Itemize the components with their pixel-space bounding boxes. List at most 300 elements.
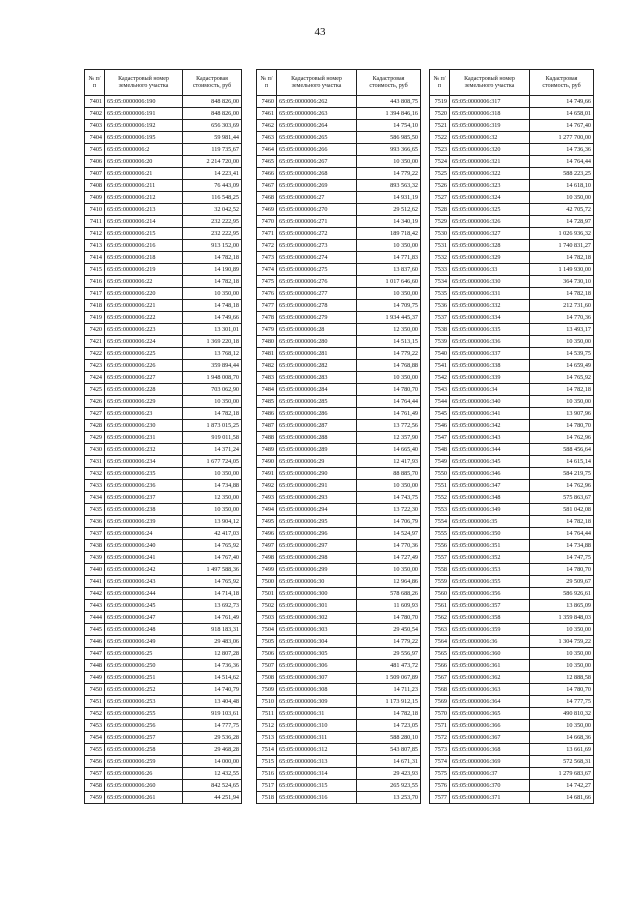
row-number: 7494 [257,504,277,516]
row-number: 7429 [85,432,105,444]
table-row [257,120,421,132]
cadastral-number: 65:05:0000006:324 [450,192,530,204]
cadastral-value: 2 214 720,00 [183,156,242,168]
row-number: 7403 [85,120,105,132]
cadastral-value: 10 350,00 [530,648,594,660]
cadastral-number: 65:05:0000006:322 [450,168,530,180]
cadastral-value: 848 826,00 [183,108,242,120]
row-number: 7432 [85,468,105,480]
table-row [257,564,421,576]
row-number: 7536 [430,300,450,312]
cadastral-value: 13 692,73 [183,600,242,612]
cadastral-value: 1 740 831,27 [530,240,594,252]
cadastral-number: 65:05:0000006:345 [450,456,530,468]
cadastral-number: 65:05:0000006:293 [277,492,357,504]
cadastral-number: 65:05:0000006:255 [105,708,183,720]
cadastral-number: 65:05:0000006:248 [105,624,183,636]
cadastral-number: 65:05:0000006:259 [105,756,183,768]
row-number: 7420 [85,324,105,336]
row-number: 7543 [430,384,450,396]
table-row [85,348,242,360]
cadastral-number: 65:05:0000006:276 [277,276,357,288]
cadastral-number: 65:05:0000006:358 [450,612,530,624]
row-number: 7576 [430,780,450,792]
cadastral-number: 65:05:0000006:256 [105,720,183,732]
row-number: 7552 [430,492,450,504]
cadastral-value: 14 665,40 [357,444,421,456]
cadastral-value: 14 782,18 [183,276,242,288]
cadastral-value: 584 219,75 [530,468,594,480]
cadastral-value: 232 222,95 [183,228,242,240]
cadastral-value: 656 303,69 [183,120,242,132]
cadastral-value: 14 714,18 [183,588,242,600]
cadastral-value: 14 782,18 [357,708,421,720]
row-number: 7497 [257,540,277,552]
cadastral-number: 65:05:0000006:30 [277,576,357,588]
table-row [430,240,594,252]
table-row [85,696,242,708]
table-row [257,636,421,648]
cadastral-value: 848 826,00 [183,96,242,108]
cadastral-number: 65:05:0000006:289 [277,444,357,456]
table-row [257,216,421,228]
row-number: 7464 [257,144,277,156]
table-row [430,696,594,708]
cadastral-value: 14 709,75 [357,300,421,312]
row-number: 7490 [257,456,277,468]
table-row [430,624,594,636]
table-row [85,420,242,432]
cadastral-value: 703 062,90 [183,384,242,396]
row-number: 7507 [257,660,277,672]
cadastral-value: 14 734,88 [530,540,594,552]
cadastral-value: 10 350,00 [357,288,421,300]
row-number: 7444 [85,612,105,624]
cadastral-value: 14 748,18 [183,300,242,312]
cadastral-value: 588 223,25 [530,168,594,180]
table-row [430,480,594,492]
table-row [430,384,594,396]
row-number: 7551 [430,480,450,492]
table-row [430,96,594,108]
table-row [85,480,242,492]
cadastral-value: 14 513,15 [357,336,421,348]
cadastral-number: 65:05:0000006:305 [277,648,357,660]
cadastral-value: 14 671,31 [357,756,421,768]
table-row [430,732,594,744]
row-number: 7511 [257,708,277,720]
table-row [257,468,421,480]
cadastral-value: 1 677 724,05 [183,456,242,468]
cadastral-value: 12 417,93 [357,456,421,468]
cadastral-value: 14 764,44 [357,396,421,408]
row-number: 7409 [85,192,105,204]
cadastral-number: 65:05:0000006:272 [277,228,357,240]
cadastral-number: 65:05:0000006:282 [277,360,357,372]
cadastral-number: 65:05:0000006:223 [105,324,183,336]
row-number: 7441 [85,576,105,588]
row-number: 7506 [257,648,277,660]
row-number: 7527 [430,192,450,204]
cadastral-number: 65:05:0000006:27 [277,192,357,204]
table-row [430,408,594,420]
table-row [85,792,242,804]
table-row [257,756,421,768]
cadastral-value: 29 509,67 [530,576,594,588]
row-number: 7568 [430,684,450,696]
row-number: 7515 [257,756,277,768]
cadastral-number: 65:05:0000006:362 [450,672,530,684]
header-cadastral-number: Кадастровый номер земельного участка [105,70,183,96]
cadastral-value: 918 183,31 [183,624,242,636]
row-number: 7427 [85,408,105,420]
cadastral-value: 572 568,31 [530,756,594,768]
cadastral-value: 14 340,19 [357,216,421,228]
table-row [85,216,242,228]
table-row [430,180,594,192]
cadastral-number: 65:05:0000006:192 [105,120,183,132]
cadastral-number: 65:05:0000006:338 [450,360,530,372]
cadastral-value: 14 765,92 [183,576,242,588]
cadastral-number: 65:05:0000006:257 [105,732,183,744]
table-row [257,648,421,660]
table-row [85,288,242,300]
cadastral-number: 65:05:0000006:334 [450,312,530,324]
cadastral-value: 14 782,18 [530,384,594,396]
cadastral-value: 12 350,00 [357,324,421,336]
cadastral-value: 29 450,54 [357,624,421,636]
cadastral-value: 1 359 848,03 [530,612,594,624]
cadastral-value: 119 735,67 [183,144,242,156]
cadastral-value: 14 780,70 [530,684,594,696]
row-number: 7566 [430,660,450,672]
row-number: 7410 [85,204,105,216]
row-number: 7560 [430,588,450,600]
row-number: 7451 [85,696,105,708]
cadastral-value: 10 350,00 [357,372,421,384]
cadastral-number: 65:05:0000006:265 [277,132,357,144]
row-number: 7466 [257,168,277,180]
cadastral-number: 65:05:0000006:308 [277,684,357,696]
row-number: 7565 [430,648,450,660]
cadastral-number: 65:05:0000006:318 [450,108,530,120]
row-number: 7453 [85,720,105,732]
table-row [85,132,242,144]
cadastral-value: 14 780,70 [530,564,594,576]
table-row [430,468,594,480]
cadastral-number: 65:05:0000006:309 [277,696,357,708]
row-number: 7549 [430,456,450,468]
cadastral-value: 14 754,10 [357,120,421,132]
cadastral-number: 65:05:0000006:347 [450,480,530,492]
table-row [430,768,594,780]
table-row [430,276,594,288]
cadastral-number: 65:05:0000006:348 [450,492,530,504]
table-row [430,204,594,216]
cadastral-number: 65:05:0000006:294 [277,504,357,516]
header-num: № п/п [257,70,277,96]
cadastral-number: 65:05:0000006:323 [450,180,530,192]
row-number: 7510 [257,696,277,708]
cadastral-table-middle [256,69,421,804]
table-row [430,756,594,768]
row-number: 7471 [257,228,277,240]
header-num: № п/п [85,70,105,96]
cadastral-value: 14 780,70 [357,384,421,396]
cadastral-number: 65:05:0000006:311 [277,732,357,744]
table-row [85,204,242,216]
cadastral-number: 65:05:0000006:278 [277,300,357,312]
row-number: 7489 [257,444,277,456]
cadastral-value: 14 770,36 [530,312,594,324]
table-row [85,516,242,528]
row-number: 7431 [85,456,105,468]
row-number: 7488 [257,432,277,444]
row-number: 7462 [257,120,277,132]
row-number: 7438 [85,540,105,552]
cadastral-number: 65:05:0000006:336 [450,336,530,348]
row-number: 7414 [85,252,105,264]
cadastral-value: 14 000,00 [183,756,242,768]
table-row [430,684,594,696]
table-row [85,396,242,408]
cadastral-value: 12 432,55 [183,768,242,780]
cadastral-value: 14 371,24 [183,444,242,456]
row-number: 7540 [430,348,450,360]
cadastral-value: 14 734,88 [183,480,242,492]
cadastral-number: 65:05:0000006:244 [105,588,183,600]
table-row [85,732,242,744]
cadastral-value: 13 865,09 [530,600,594,612]
table-row [85,156,242,168]
cadastral-value: 919 011,58 [183,432,242,444]
table-row [430,516,594,528]
cadastral-number: 65:05:0000006:249 [105,636,183,648]
cadastral-value: 1 277 700,00 [530,132,594,144]
cadastral-value: 42 417,03 [183,528,242,540]
table-row [430,216,594,228]
cadastral-number: 65:05:0000006:296 [277,528,357,540]
cadastral-value: 14 659,49 [530,360,594,372]
table-row [430,564,594,576]
table-row [257,696,421,708]
header-cadastral-value: Кадастровая стоимость, руб [357,70,421,96]
table-row [430,552,594,564]
table-row [430,300,594,312]
row-number: 7523 [430,144,450,156]
cadastral-value: 14 742,27 [530,780,594,792]
cadastral-number: 65:05:0000006:370 [450,780,530,792]
table-row [430,228,594,240]
cadastral-number: 65:05:0000006:191 [105,108,183,120]
table-header-row [257,70,421,96]
table-row [430,312,594,324]
cadastral-value: 1 509 067,89 [357,672,421,684]
cadastral-number: 65:05:0000006:337 [450,348,530,360]
table-row [257,768,421,780]
table-row [430,528,594,540]
row-number: 7437 [85,528,105,540]
row-number: 7531 [430,240,450,252]
row-number: 7574 [430,756,450,768]
table-row [430,324,594,336]
row-number: 7436 [85,516,105,528]
row-number: 7499 [257,564,277,576]
row-number: 7433 [85,480,105,492]
cadastral-value: 10 350,00 [183,396,242,408]
table-row [257,660,421,672]
table-row [85,684,242,696]
row-number: 7415 [85,264,105,276]
cadastral-value: 14 779,22 [357,168,421,180]
cadastral-number: 65:05:0000006:366 [450,720,530,732]
cadastral-value: 14 736,36 [183,660,242,672]
cadastral-value: 14 223,41 [183,168,242,180]
cadastral-value: 10 350,00 [357,240,421,252]
cadastral-number: 65:05:0000006:238 [105,504,183,516]
table-row [85,252,242,264]
row-number: 7573 [430,744,450,756]
cadastral-number: 65:05:0000006:226 [105,360,183,372]
cadastral-number: 65:05:0000006:371 [450,792,530,804]
table-row [85,300,242,312]
cadastral-value: 14 768,88 [357,360,421,372]
table-row [85,144,242,156]
cadastral-value: 578 688,26 [357,588,421,600]
row-number: 7459 [85,792,105,804]
cadastral-value: 1 149 930,00 [530,264,594,276]
cadastral-value: 59 981,44 [183,132,242,144]
cadastral-value: 14 765,92 [183,540,242,552]
header-cadastral-value: Кадастровая стоимость, руб [183,70,242,96]
cadastral-value: 10 350,00 [357,480,421,492]
table-row [85,672,242,684]
cadastral-value: 1 369 220,18 [183,336,242,348]
table-row [430,504,594,516]
table-row [430,132,594,144]
row-number: 7502 [257,600,277,612]
cadastral-value: 14 539,75 [530,348,594,360]
row-number: 7449 [85,672,105,684]
cadastral-number: 65:05:0000006:225 [105,348,183,360]
row-number: 7559 [430,576,450,588]
cadastral-number: 65:05:0000006:264 [277,120,357,132]
row-number: 7454 [85,732,105,744]
table-row [257,312,421,324]
cadastral-number: 65:05:0000006:315 [277,780,357,792]
cadastral-value: 13 907,96 [530,408,594,420]
cadastral-value: 10 350,00 [530,720,594,732]
table-row [85,444,242,456]
row-number: 7413 [85,240,105,252]
cadastral-number: 65:05:0000006:35 [450,516,530,528]
cadastral-value: 10 350,00 [530,396,594,408]
cadastral-value: 14 711,23 [357,684,421,696]
cadastral-number: 65:05:0000006:252 [105,684,183,696]
cadastral-number: 65:05:0000006:228 [105,384,183,396]
table-row [85,768,242,780]
cadastral-number: 65:05:0000006:314 [277,768,357,780]
row-number: 7483 [257,372,277,384]
cadastral-value: 13 904,12 [183,516,242,528]
cadastral-number: 65:05:0000006:368 [450,744,530,756]
table-row [85,720,242,732]
cadastral-number: 65:05:0000006:275 [277,264,357,276]
cadastral-number: 65:05:0000006:286 [277,408,357,420]
row-number: 7521 [430,120,450,132]
cadastral-number: 65:05:0000006:355 [450,576,530,588]
cadastral-value: 14 764,44 [530,156,594,168]
cadastral-value: 14 668,36 [530,732,594,744]
cadastral-value: 588 456,64 [530,444,594,456]
cadastral-table-left [84,69,242,804]
cadastral-number: 65:05:0000006:284 [277,384,357,396]
row-number: 7405 [85,144,105,156]
row-number: 7481 [257,348,277,360]
header-cadastral-value: Кадастровая стоимость, руб [530,70,594,96]
cadastral-number: 65:05:0000006:359 [450,624,530,636]
cadastral-number: 65:05:0000006:243 [105,576,183,588]
table-row [430,192,594,204]
cadastral-number: 65:05:0000006:232 [105,444,183,456]
table-row [430,636,594,648]
cadastral-number: 65:05:0000006:330 [450,276,530,288]
table-row [257,720,421,732]
header-cadastral-number: Кадастровый номер земельного участка [277,70,357,96]
cadastral-number: 65:05:0000006:344 [450,444,530,456]
cadastral-value: 13 722,30 [357,504,421,516]
cadastral-number: 65:05:0000006:306 [277,660,357,672]
row-number: 7517 [257,780,277,792]
row-number: 7556 [430,540,450,552]
cadastral-number: 65:05:0000006:221 [105,300,183,312]
cadastral-value: 13 768,12 [183,348,242,360]
row-number: 7480 [257,336,277,348]
table-row [430,420,594,432]
row-number: 7472 [257,240,277,252]
cadastral-value: 586 985,50 [357,132,421,144]
row-number: 7520 [430,108,450,120]
cadastral-value: 10 350,00 [357,156,421,168]
cadastral-number: 65:05:0000006:220 [105,288,183,300]
cadastral-value: 14 618,10 [530,180,594,192]
cadastral-number: 65:05:0000006:273 [277,240,357,252]
table-row [85,540,242,552]
cadastral-value: 76 443,09 [183,180,242,192]
cadastral-value: 1 948 008,70 [183,372,242,384]
table-row [257,612,421,624]
table-row [257,504,421,516]
row-number: 7485 [257,396,277,408]
cadastral-number: 65:05:0000006:219 [105,264,183,276]
cadastral-number: 65:05:0000006:327 [450,228,530,240]
cadastral-number: 65:05:0000006:321 [450,156,530,168]
table-row [85,408,242,420]
row-number: 7422 [85,348,105,360]
cadastral-number: 65:05:0000006:22 [105,276,183,288]
table-row [257,252,421,264]
row-number: 7482 [257,360,277,372]
cadastral-value: 14 780,70 [530,420,594,432]
cadastral-value: 116 548,25 [183,192,242,204]
cadastral-value: 10 350,00 [530,336,594,348]
table-row [430,396,594,408]
table-row [257,420,421,432]
cadastral-number: 65:05:0000006:352 [450,552,530,564]
cadastral-value: 14 782,18 [530,288,594,300]
row-number: 7570 [430,708,450,720]
row-number: 7571 [430,720,450,732]
